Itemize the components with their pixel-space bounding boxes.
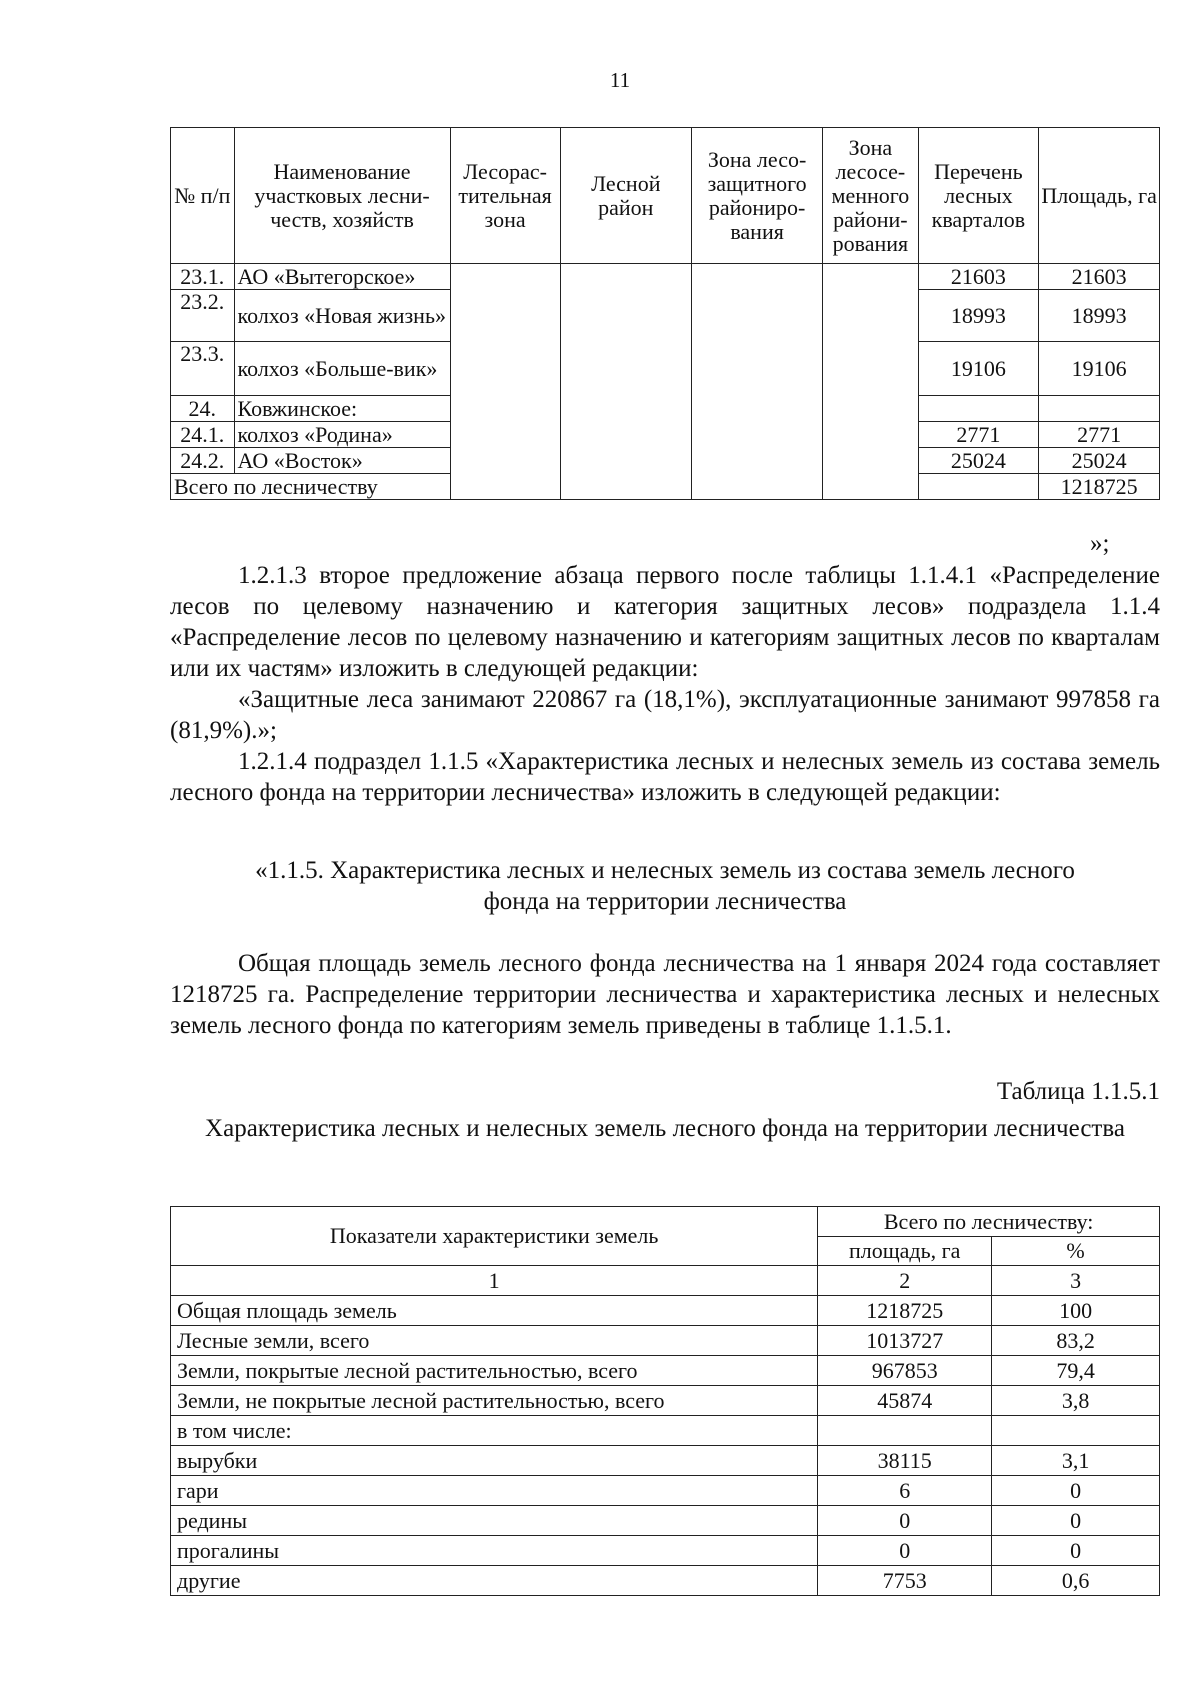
table-row: Общая площадь земель 1218725 100 xyxy=(171,1296,1160,1326)
table-row: редины 0 0 xyxy=(171,1506,1160,1536)
zone-cell xyxy=(450,264,560,500)
table-row: Лесные земли, всего 1013727 83,2 xyxy=(171,1326,1160,1356)
district-cell xyxy=(560,264,691,500)
table-row: 24.1. колхоз «Родина» 2771 2771 xyxy=(171,422,1160,448)
table-row: в том числе: xyxy=(171,1416,1160,1446)
forestry-areas-table xyxy=(170,127,1160,500)
total-quarters xyxy=(918,474,1039,500)
paragraph-total-area: Общая площадь земель лесного фонда лесничества на 1 января 2024 года составляет 1218725 га. Распределение территории лесничества и характеристика лесных и нелесных земель лесного фонда по категориям земель приведены в таблице 1.1.5.1. xyxy=(170,950,1160,1039)
table-row: 23.1. АО «Вытегорское» 21603 21603 xyxy=(171,264,1160,290)
paragraph-1214: 1.2.1.4 подраздел 1.1.5 «Характеристика лесных и нелесных земель из состава земель лесного фонда на территории лесничества» изложить в следующей редакции: xyxy=(170,748,1160,806)
paragraph-1213: 1.2.1.3 второе предложение абзаца первого после таблицы 1.1.4.1 «Распределение лесов по целевому назначению и категория защитных лесов» подраздела 1.1.4 «Распределение лесов по целевому назначению и категориям защитных лесов по кварталам или их частям» изложить в следующей редакции: xyxy=(170,562,1160,682)
table-row: другие 7753 0,6 xyxy=(171,1566,1160,1596)
table-row: прогалины 0 0 xyxy=(171,1536,1160,1566)
total-area: 1218725 xyxy=(1039,474,1160,500)
header-seed-zone: Зона лесосе-менного райони-рования xyxy=(823,128,918,264)
protective-zone-cell xyxy=(691,264,822,500)
section-heading: «1.1.5. Характеристика лесных и нелесных земель из состава земель лесного фонда на территории лесничества xyxy=(255,857,1075,915)
seed-zone-cell xyxy=(823,264,918,500)
land-characteristics-table xyxy=(170,1206,1160,1596)
header-num: № п/п xyxy=(171,128,235,264)
header-area: площадь, га xyxy=(818,1237,992,1266)
table-row: 24. Ковжинское: xyxy=(171,396,1160,422)
paragraph-protective-forests: «Защитные леса занимают 220867 га (18,1%), эксплуатационные занимают 997858 га (81,9%).»; xyxy=(170,686,1160,744)
table-row: гари 6 0 xyxy=(171,1476,1160,1506)
table-label: Таблица 1.1.5.1 xyxy=(996,1078,1160,1105)
amendment-text xyxy=(170,560,1160,808)
header-zone: Лесорас-тительная зона xyxy=(450,128,560,264)
header-area: Площадь, га xyxy=(1039,128,1160,264)
column-number-row: 1 2 3 xyxy=(171,1266,1160,1296)
table-row: вырубки 38115 3,1 xyxy=(171,1446,1160,1476)
total-area-text xyxy=(170,948,1160,1041)
header-district: Лесной район xyxy=(560,128,691,264)
table-row: 23.3. колхоз «Больше-вик» 19106 19106 xyxy=(171,342,1160,396)
header-quarters: Перечень лесных кварталов xyxy=(918,128,1039,264)
table-row: Земли, не покрытые лесной растительностью, всего 45874 3,8 xyxy=(171,1386,1160,1416)
header-name: Наименование участковых лесни-честв, хозяйств xyxy=(234,128,450,264)
header-protective-zone: Зона лесо-защитного райониро-вания xyxy=(691,128,822,264)
table-title: Характеристика лесных и нелесных земель лесного фонда на территории лесничества xyxy=(205,1115,1125,1142)
closing-quote: »; xyxy=(1090,530,1110,557)
total-label: Всего по лесничеству xyxy=(171,474,451,500)
table-row: Земли, покрытые лесной растительностью, всего 967853 79,4 xyxy=(171,1356,1160,1386)
header-total: Всего по лесничеству: xyxy=(818,1207,1160,1237)
page-number: 11 xyxy=(609,68,631,92)
header-percent: % xyxy=(992,1237,1160,1266)
header-indicator: Показатели характеристики земель xyxy=(171,1207,818,1266)
table-row: 24.2. АО «Восток» 25024 25024 xyxy=(171,448,1160,474)
table-row: 23.2. колхоз «Новая жизнь» 18993 18993 xyxy=(171,290,1160,342)
